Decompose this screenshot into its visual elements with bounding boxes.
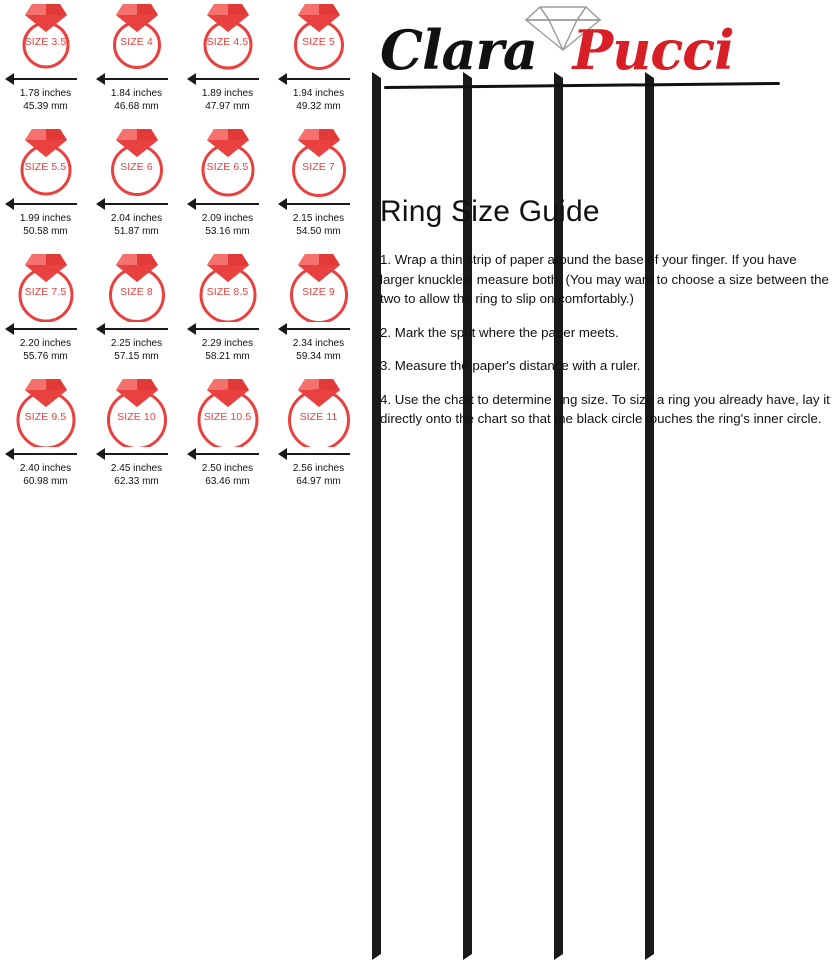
ring-size-label: SIZE 7.5	[24, 286, 67, 298]
ring-size-label: SIZE 10	[117, 411, 156, 423]
ring-illustration	[91, 375, 182, 447]
measurement-inches: 1.99 inches	[19, 213, 72, 224]
measurement-inches: 2.56 inches	[292, 463, 345, 474]
measurement-mm: 59.34 mm	[296, 350, 341, 362]
ring-measurement	[91, 463, 182, 488]
measurement-inches: 2.34 inches	[292, 338, 345, 349]
measurement-mm: 54.50 mm	[296, 225, 341, 237]
ring-measurement	[182, 463, 273, 488]
page-title: Ring Size Guide	[380, 195, 600, 228]
width-arrow	[273, 322, 364, 336]
ring-size-label: SIZE 9	[302, 286, 335, 298]
brand-logo	[372, 0, 839, 108]
ring-size-cell	[273, 0, 364, 125]
ring-size-label: SIZE 6.5	[206, 161, 249, 173]
ring-measurement	[182, 88, 273, 113]
brand-name-second: Pucci	[572, 18, 734, 82]
ring-size-cell	[0, 125, 91, 250]
width-arrow	[182, 447, 273, 461]
ring-size-label: SIZE 4.5	[206, 36, 249, 48]
measurement-inches: 2.40 inches	[19, 463, 72, 474]
ring-size-cell	[273, 375, 364, 500]
ring-size-label: SIZE 11	[299, 411, 338, 423]
ring-illustration	[273, 250, 364, 322]
chart-row	[0, 375, 365, 500]
width-arrow	[91, 72, 182, 86]
measurement-inches: 2.45 inches	[110, 463, 163, 474]
ring-measurement	[0, 213, 91, 238]
measurement-mm: 53.16 mm	[205, 225, 250, 237]
instructions-list	[380, 250, 830, 429]
width-arrow	[182, 322, 273, 336]
ring-size-label: SIZE 8.5	[206, 286, 249, 298]
ring-illustration	[91, 125, 182, 197]
width-arrow	[182, 197, 273, 211]
width-arrow	[0, 447, 91, 461]
ring-illustration	[182, 375, 273, 447]
chart-row	[0, 250, 365, 375]
measurement-mm: 51.87 mm	[114, 225, 159, 237]
ring-illustration	[182, 250, 273, 322]
ring-size-label: SIZE 10.5	[203, 411, 252, 423]
ring-size-cell	[182, 0, 273, 125]
ring-size-cell	[0, 0, 91, 125]
ring-illustration	[91, 250, 182, 322]
measurement-inches: 2.15 inches	[292, 213, 345, 224]
ring-measurement	[182, 338, 273, 363]
ring-size-cell	[273, 250, 364, 375]
ring-measurement	[91, 338, 182, 363]
measurement-inches: 1.84 inches	[110, 88, 163, 99]
ring-measurement	[0, 88, 91, 113]
width-arrow	[273, 447, 364, 461]
ring-measurement	[273, 88, 364, 113]
measurement-mm: 62.33 mm	[114, 475, 159, 487]
measurement-inches: 2.25 inches	[110, 338, 163, 349]
ring-size-cell	[273, 125, 364, 250]
ring-size-label: SIZE 4	[120, 36, 153, 48]
measurement-inches: 1.94 inches	[292, 88, 345, 99]
ring-size-cell	[91, 250, 182, 375]
ring-illustration	[273, 0, 364, 72]
ring-measurement	[91, 213, 182, 238]
measurement-mm: 46.68 mm	[114, 100, 159, 112]
width-arrow	[91, 447, 182, 461]
measurement-inches: 2.04 inches	[110, 213, 163, 224]
ring-size-cell	[0, 375, 91, 500]
width-arrow	[273, 72, 364, 86]
measurement-mm: 50.58 mm	[23, 225, 68, 237]
ring-size-cell	[91, 0, 182, 125]
width-arrow	[0, 322, 91, 336]
measurement-inches: 2.29 inches	[201, 338, 254, 349]
measurement-mm: 58.21 mm	[205, 350, 250, 362]
instruction-step: 4. Use the chart to determine ring size. To size a ring you already have, lay it directly onto the chart so that the black circle touches the ring's inner circle.	[380, 391, 830, 426]
ring-illustration	[273, 375, 364, 447]
measurement-inches: 1.78 inches	[19, 88, 72, 99]
ring-size-label: SIZE 9.5	[24, 411, 67, 423]
width-arrow	[0, 197, 91, 211]
ring-size-cell	[182, 375, 273, 500]
measurement-mm: 57.15 mm	[114, 350, 159, 362]
width-arrow	[273, 197, 364, 211]
width-arrow	[182, 72, 273, 86]
ring-size-label: SIZE 7	[302, 161, 335, 173]
ring-measurement	[273, 338, 364, 363]
ring-illustration	[91, 0, 182, 72]
ring-illustration	[182, 0, 273, 72]
ring-measurement	[273, 213, 364, 238]
measurement-mm: 45.39 mm	[23, 100, 68, 112]
measurement-mm: 47.97 mm	[205, 100, 250, 112]
width-arrow	[0, 72, 91, 86]
measurement-mm: 55.76 mm	[23, 350, 68, 362]
ring-illustration	[0, 125, 91, 197]
ring-illustration	[0, 250, 91, 322]
measurement-mm: 64.97 mm	[296, 475, 341, 487]
measurement-inches: 2.09 inches	[201, 213, 254, 224]
ring-size-cell	[182, 125, 273, 250]
measurement-inches: 2.20 inches	[19, 338, 72, 349]
ring-measurement	[273, 463, 364, 488]
ring-size-label: SIZE 3.5	[24, 36, 67, 48]
ring-size-label: SIZE 6	[120, 161, 153, 173]
chart-row	[0, 0, 365, 125]
brand-wordmark	[380, 18, 780, 82]
ring-size-label: SIZE 8	[120, 286, 153, 298]
width-arrow	[91, 322, 182, 336]
ring-illustration	[0, 375, 91, 447]
instruction-step: 2. Mark the spot where the paper meets.	[380, 324, 619, 340]
ring-size-chart	[0, 0, 365, 501]
instruction-step: 3. Measure the paper's distance with a ruler.	[380, 358, 641, 373]
measurement-inches: 1.89 inches	[201, 88, 254, 99]
ring-measurement	[91, 88, 182, 113]
ring-illustration	[0, 0, 91, 72]
ring-measurement	[0, 463, 91, 488]
ring-size-cell	[91, 125, 182, 250]
measurement-mm: 60.98 mm	[23, 475, 68, 487]
measurement-mm: 63.46 mm	[205, 475, 250, 487]
instruction-step: 1. Wrap a thin strip of paper around the base of your finger. If you have larger knuckles, measure both. (You may want to choose a size between the two to allow the ring to slip on comfortably.)	[380, 252, 829, 306]
ring-measurement	[0, 338, 91, 363]
ring-size-cell	[91, 375, 182, 500]
brand-name-first: Clara	[380, 18, 537, 82]
guide-panel	[372, 0, 839, 501]
measurement-mm: 49.32 mm	[296, 100, 341, 112]
ring-measurement	[182, 213, 273, 238]
measurement-inches: 2.50 inches	[201, 463, 254, 474]
ring-illustration	[273, 125, 364, 197]
width-arrow	[91, 197, 182, 211]
ring-size-label: SIZE 5	[302, 36, 335, 48]
ring-size-cell	[0, 250, 91, 375]
brand-underline	[384, 82, 780, 89]
ring-size-label: SIZE 5.5	[24, 161, 67, 173]
chart-row	[0, 125, 365, 250]
ring-size-cell	[182, 250, 273, 375]
ring-illustration	[182, 125, 273, 197]
